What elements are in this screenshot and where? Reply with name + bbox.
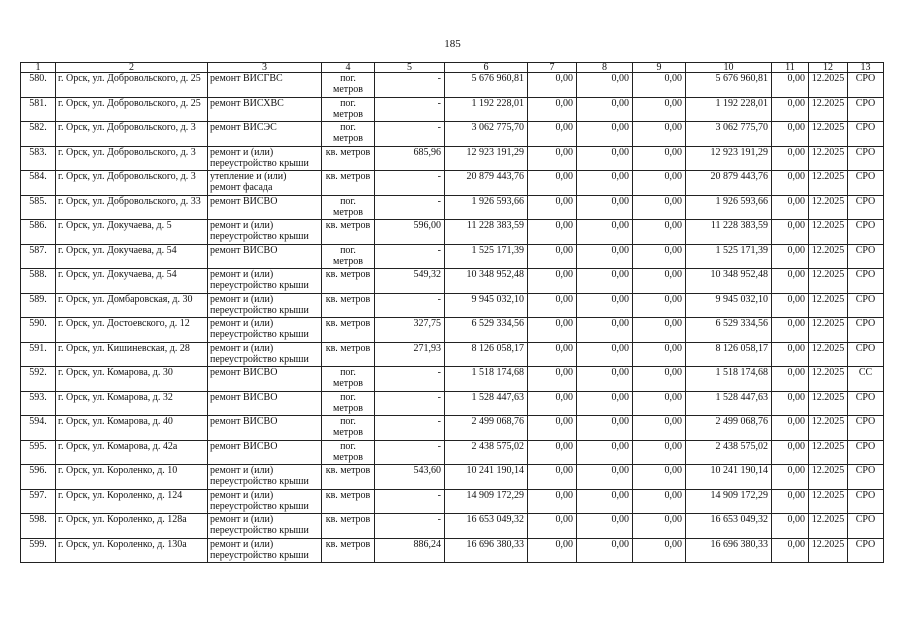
method-cell: СРО: [848, 465, 884, 490]
total-cost-cell: 9 945 032,10: [445, 293, 528, 318]
method-cell: СРО: [848, 342, 884, 367]
cost-col9-cell: 0,00: [633, 122, 686, 147]
cost-col7-cell: 0,00: [528, 244, 577, 269]
cost-col7-cell: 0,00: [528, 440, 577, 465]
address-cell: г. Орск, ул. Комарова, д. 42а: [56, 440, 208, 465]
table-row: [21, 489, 884, 514]
total-cost-cell: 1 926 593,66: [445, 195, 528, 220]
work-type-cell: ремонт ВИСГВС: [208, 73, 322, 98]
cost-col7-cell: 0,00: [528, 269, 577, 294]
cost-col11-cell: 0,00: [772, 244, 809, 269]
row-number: 590.: [21, 318, 56, 343]
cost-col8-cell: 0,00: [577, 195, 633, 220]
work-type-cell: ремонт и (или) переустройство крыши: [208, 514, 322, 539]
deadline-cell: 12.2025: [809, 220, 848, 245]
unit-cell: кв. метров: [322, 465, 375, 490]
total-cost-cell: 3 062 775,70: [445, 122, 528, 147]
address-cell: г. Орск, ул. Короленко, д. 130а: [56, 538, 208, 563]
unit-cell: пог. метров: [322, 244, 375, 269]
unit-cell: кв. метров: [322, 538, 375, 563]
cost-col7-cell: 0,00: [528, 391, 577, 416]
work-type-cell: ремонт и (или) переустройство крыши: [208, 318, 322, 343]
work-type-cell: ремонт и (или) переустройство крыши: [208, 538, 322, 563]
cost-col7-cell: 0,00: [528, 318, 577, 343]
table-row: [21, 416, 884, 441]
cost-col7-cell: 0,00: [528, 538, 577, 563]
area-cell: 549,32: [375, 269, 445, 294]
total-cost-cell: 1 528 447,63: [445, 391, 528, 416]
unit-cell: кв. метров: [322, 318, 375, 343]
table-row: [21, 342, 884, 367]
area-cell: -: [375, 514, 445, 539]
table-row: [21, 73, 884, 98]
deadline-cell: 12.2025: [809, 538, 848, 563]
total-cost-cell: 1 525 171,39: [445, 244, 528, 269]
address-cell: г. Орск, ул. Комарова, д. 40: [56, 416, 208, 441]
cost-col9-cell: 0,00: [633, 440, 686, 465]
cost-col8-cell: 0,00: [577, 465, 633, 490]
area-cell: -: [375, 73, 445, 98]
area-cell: 596,00: [375, 220, 445, 245]
row-number: 597.: [21, 489, 56, 514]
unit-cell: кв. метров: [322, 269, 375, 294]
unit-cell: кв. метров: [322, 220, 375, 245]
cost-col9-cell: 0,00: [633, 195, 686, 220]
column-header-7: 7: [528, 63, 577, 73]
unit-cell: кв. метров: [322, 171, 375, 196]
table-body: [21, 73, 884, 563]
column-header-3: 3: [208, 63, 322, 73]
cost-col11-cell: 0,00: [772, 367, 809, 392]
table-row: [21, 171, 884, 196]
method-cell: СРО: [848, 244, 884, 269]
cost-col10-cell: 11 228 383,59: [686, 220, 772, 245]
total-cost-cell: 11 228 383,59: [445, 220, 528, 245]
method-cell: СРО: [848, 97, 884, 122]
cost-col8-cell: 0,00: [577, 97, 633, 122]
row-number: 599.: [21, 538, 56, 563]
cost-col11-cell: 0,00: [772, 391, 809, 416]
unit-cell: кв. метров: [322, 489, 375, 514]
deadline-cell: 12.2025: [809, 367, 848, 392]
cost-col9-cell: 0,00: [633, 367, 686, 392]
cost-col9-cell: 0,00: [633, 146, 686, 171]
unit-cell: пог. метров: [322, 416, 375, 441]
cost-col8-cell: 0,00: [577, 367, 633, 392]
method-cell: СРО: [848, 416, 884, 441]
row-number: 581.: [21, 97, 56, 122]
address-cell: г. Орск, ул. Достоевского, д. 12: [56, 318, 208, 343]
cost-col9-cell: 0,00: [633, 244, 686, 269]
cost-col10-cell: 16 653 049,32: [686, 514, 772, 539]
column-header-13: 13: [848, 63, 884, 73]
address-cell: г. Орск, ул. Комарова, д. 32: [56, 391, 208, 416]
cost-col8-cell: 0,00: [577, 293, 633, 318]
row-number: 589.: [21, 293, 56, 318]
cost-col8-cell: 0,00: [577, 538, 633, 563]
cost-col11-cell: 0,00: [772, 195, 809, 220]
address-cell: г. Орск, ул. Добровольского, д. 25: [56, 73, 208, 98]
work-type-cell: ремонт ВИСВО: [208, 244, 322, 269]
cost-col10-cell: 10 348 952,48: [686, 269, 772, 294]
row-number: 594.: [21, 416, 56, 441]
row-number: 580.: [21, 73, 56, 98]
address-cell: г. Орск, ул. Короленко, д. 10: [56, 465, 208, 490]
cost-col10-cell: 20 879 443,76: [686, 171, 772, 196]
method-cell: СРО: [848, 73, 884, 98]
cost-col8-cell: 0,00: [577, 146, 633, 171]
deadline-cell: 12.2025: [809, 122, 848, 147]
deadline-cell: 12.2025: [809, 342, 848, 367]
total-cost-cell: 10 348 952,48: [445, 269, 528, 294]
area-cell: -: [375, 244, 445, 269]
cost-col9-cell: 0,00: [633, 416, 686, 441]
address-cell: г. Орск, ул. Добровольского, д. 3: [56, 171, 208, 196]
work-type-cell: ремонт и (или) переустройство крыши: [208, 489, 322, 514]
column-header-11: 11: [772, 63, 809, 73]
work-type-cell: ремонт ВИСХВС: [208, 97, 322, 122]
table-row: [21, 367, 884, 392]
cost-col10-cell: 3 062 775,70: [686, 122, 772, 147]
cost-col11-cell: 0,00: [772, 538, 809, 563]
column-header-5: 5: [375, 63, 445, 73]
deadline-cell: 12.2025: [809, 318, 848, 343]
unit-cell: пог. метров: [322, 122, 375, 147]
cost-col11-cell: 0,00: [772, 97, 809, 122]
table-row: [21, 220, 884, 245]
unit-cell: пог. метров: [322, 195, 375, 220]
table-row: [21, 269, 884, 294]
cost-col9-cell: 0,00: [633, 391, 686, 416]
cost-col7-cell: 0,00: [528, 293, 577, 318]
row-number: 584.: [21, 171, 56, 196]
cost-col11-cell: 0,00: [772, 146, 809, 171]
cost-col11-cell: 0,00: [772, 122, 809, 147]
cost-col11-cell: 0,00: [772, 318, 809, 343]
row-number: 592.: [21, 367, 56, 392]
cost-col7-cell: 0,00: [528, 489, 577, 514]
cost-col11-cell: 0,00: [772, 171, 809, 196]
address-cell: г. Орск, ул. Добровольского, д. 25: [56, 97, 208, 122]
unit-cell: пог. метров: [322, 97, 375, 122]
row-number: 598.: [21, 514, 56, 539]
cost-col8-cell: 0,00: [577, 73, 633, 98]
address-cell: г. Орск, ул. Короленко, д. 128а: [56, 514, 208, 539]
cost-col9-cell: 0,00: [633, 514, 686, 539]
work-type-cell: ремонт ВИСВО: [208, 367, 322, 392]
total-cost-cell: 6 529 334,56: [445, 318, 528, 343]
area-cell: 543,60: [375, 465, 445, 490]
work-type-cell: утепление и (или) ремонт фасада: [208, 171, 322, 196]
area-cell: -: [375, 97, 445, 122]
cost-col9-cell: 0,00: [633, 465, 686, 490]
cost-col10-cell: 16 696 380,33: [686, 538, 772, 563]
row-number: 595.: [21, 440, 56, 465]
row-number: 591.: [21, 342, 56, 367]
method-cell: СРО: [848, 195, 884, 220]
table-row: [21, 440, 884, 465]
work-type-cell: ремонт ВИСВО: [208, 391, 322, 416]
cost-col9-cell: 0,00: [633, 220, 686, 245]
cost-col8-cell: 0,00: [577, 244, 633, 269]
cost-col10-cell: 8 126 058,17: [686, 342, 772, 367]
column-header-6: 6: [445, 63, 528, 73]
total-cost-cell: 16 696 380,33: [445, 538, 528, 563]
cost-col8-cell: 0,00: [577, 416, 633, 441]
total-cost-cell: 14 909 172,29: [445, 489, 528, 514]
table-row: [21, 146, 884, 171]
method-cell: СРО: [848, 538, 884, 563]
table-row: [21, 538, 884, 563]
area-cell: -: [375, 195, 445, 220]
address-cell: г. Орск, ул. Домбаровская, д. 30: [56, 293, 208, 318]
cost-col11-cell: 0,00: [772, 465, 809, 490]
cost-col10-cell: 1 525 171,39: [686, 244, 772, 269]
deadline-cell: 12.2025: [809, 391, 848, 416]
area-cell: -: [375, 416, 445, 441]
method-cell: СРО: [848, 318, 884, 343]
unit-cell: кв. метров: [322, 293, 375, 318]
cost-col10-cell: 10 241 190,14: [686, 465, 772, 490]
column-number-row: [21, 63, 884, 73]
cost-col10-cell: 2 438 575,02: [686, 440, 772, 465]
table-row: [21, 293, 884, 318]
deadline-cell: 12.2025: [809, 269, 848, 294]
area-cell: -: [375, 367, 445, 392]
work-type-cell: ремонт ВИСВО: [208, 195, 322, 220]
table-row: [21, 195, 884, 220]
cost-col11-cell: 0,00: [772, 416, 809, 441]
cost-col10-cell: 1 518 174,68: [686, 367, 772, 392]
area-cell: 685,96: [375, 146, 445, 171]
cost-col7-cell: 0,00: [528, 367, 577, 392]
address-cell: г. Орск, ул. Короленко, д. 124: [56, 489, 208, 514]
cost-col8-cell: 0,00: [577, 269, 633, 294]
cost-col10-cell: 2 499 068,76: [686, 416, 772, 441]
row-number: 588.: [21, 269, 56, 294]
table-row: [21, 244, 884, 269]
row-number: 587.: [21, 244, 56, 269]
area-cell: 327,75: [375, 318, 445, 343]
row-number: 582.: [21, 122, 56, 147]
cost-col10-cell: 1 192 228,01: [686, 97, 772, 122]
row-number: 586.: [21, 220, 56, 245]
cost-col10-cell: 12 923 191,29: [686, 146, 772, 171]
column-header-4: 4: [322, 63, 375, 73]
method-cell: СС: [848, 367, 884, 392]
total-cost-cell: 16 653 049,32: [445, 514, 528, 539]
cost-col11-cell: 0,00: [772, 440, 809, 465]
cost-col10-cell: 6 529 334,56: [686, 318, 772, 343]
unit-cell: пог. метров: [322, 367, 375, 392]
total-cost-cell: 10 241 190,14: [445, 465, 528, 490]
method-cell: СРО: [848, 171, 884, 196]
cost-col7-cell: 0,00: [528, 342, 577, 367]
cost-col11-cell: 0,00: [772, 342, 809, 367]
deadline-cell: 12.2025: [809, 73, 848, 98]
cost-col7-cell: 0,00: [528, 416, 577, 441]
cost-col10-cell: 1 528 447,63: [686, 391, 772, 416]
method-cell: СРО: [848, 514, 884, 539]
area-cell: -: [375, 391, 445, 416]
cost-col8-cell: 0,00: [577, 220, 633, 245]
work-type-cell: ремонт ВИСВО: [208, 440, 322, 465]
cost-col7-cell: 0,00: [528, 514, 577, 539]
area-cell: -: [375, 171, 445, 196]
cost-col11-cell: 0,00: [772, 293, 809, 318]
deadline-cell: 12.2025: [809, 195, 848, 220]
work-type-cell: ремонт ВИСВО: [208, 416, 322, 441]
deadline-cell: 12.2025: [809, 514, 848, 539]
cost-col8-cell: 0,00: [577, 122, 633, 147]
work-type-cell: ремонт и (или) переустройство крыши: [208, 465, 322, 490]
cost-col11-cell: 0,00: [772, 73, 809, 98]
column-header-9: 9: [633, 63, 686, 73]
deadline-cell: 12.2025: [809, 440, 848, 465]
table-row: [21, 465, 884, 490]
method-cell: СРО: [848, 122, 884, 147]
address-cell: г. Орск, ул. Добровольского, д. 3: [56, 146, 208, 171]
area-cell: -: [375, 489, 445, 514]
area-cell: -: [375, 293, 445, 318]
method-cell: СРО: [848, 489, 884, 514]
page-number: 185: [444, 38, 461, 50]
address-cell: г. Орск, ул. Добровольского, д. 3: [56, 122, 208, 147]
cost-col10-cell: 14 909 172,29: [686, 489, 772, 514]
deadline-cell: 12.2025: [809, 293, 848, 318]
method-cell: СРО: [848, 146, 884, 171]
table-row: [21, 391, 884, 416]
table-header: [21, 63, 884, 73]
cost-col9-cell: 0,00: [633, 73, 686, 98]
cost-col8-cell: 0,00: [577, 391, 633, 416]
cost-col7-cell: 0,00: [528, 171, 577, 196]
deadline-cell: 12.2025: [809, 489, 848, 514]
cost-col8-cell: 0,00: [577, 342, 633, 367]
cost-col11-cell: 0,00: [772, 269, 809, 294]
total-cost-cell: 12 923 191,29: [445, 146, 528, 171]
cost-col9-cell: 0,00: [633, 293, 686, 318]
address-cell: г. Орск, ул. Докучаева, д. 54: [56, 269, 208, 294]
deadline-cell: 12.2025: [809, 146, 848, 171]
area-cell: -: [375, 440, 445, 465]
deadline-cell: 12.2025: [809, 171, 848, 196]
area-cell: 886,24: [375, 538, 445, 563]
area-cell: -: [375, 122, 445, 147]
table-row: [21, 122, 884, 147]
cost-col7-cell: 0,00: [528, 220, 577, 245]
cost-col9-cell: 0,00: [633, 489, 686, 514]
total-cost-cell: 1 518 174,68: [445, 367, 528, 392]
method-cell: СРО: [848, 440, 884, 465]
column-header-10: 10: [686, 63, 772, 73]
work-type-cell: ремонт и (или) переустройство крыши: [208, 269, 322, 294]
cost-col10-cell: 9 945 032,10: [686, 293, 772, 318]
column-header-12: 12: [809, 63, 848, 73]
method-cell: СРО: [848, 269, 884, 294]
work-type-cell: ремонт и (или) переустройство крыши: [208, 293, 322, 318]
cost-col9-cell: 0,00: [633, 171, 686, 196]
address-cell: г. Орск, ул. Кишиневская, д. 28: [56, 342, 208, 367]
cost-col7-cell: 0,00: [528, 465, 577, 490]
cost-col9-cell: 0,00: [633, 318, 686, 343]
unit-cell: пог. метров: [322, 391, 375, 416]
row-number: 593.: [21, 391, 56, 416]
total-cost-cell: 2 499 068,76: [445, 416, 528, 441]
cost-col7-cell: 0,00: [528, 146, 577, 171]
deadline-cell: 12.2025: [809, 465, 848, 490]
deadline-cell: 12.2025: [809, 244, 848, 269]
cost-col11-cell: 0,00: [772, 489, 809, 514]
row-number: 583.: [21, 146, 56, 171]
unit-cell: пог. метров: [322, 440, 375, 465]
method-cell: СРО: [848, 293, 884, 318]
unit-cell: кв. метров: [322, 146, 375, 171]
table-row: [21, 318, 884, 343]
cost-col8-cell: 0,00: [577, 489, 633, 514]
column-header-8: 8: [577, 63, 633, 73]
total-cost-cell: 2 438 575,02: [445, 440, 528, 465]
cost-col7-cell: 0,00: [528, 73, 577, 98]
table-row: [21, 97, 884, 122]
row-number: 585.: [21, 195, 56, 220]
deadline-cell: 12.2025: [809, 416, 848, 441]
cost-col10-cell: 1 926 593,66: [686, 195, 772, 220]
unit-cell: пог. метров: [322, 73, 375, 98]
unit-cell: кв. метров: [322, 514, 375, 539]
total-cost-cell: 5 676 960,81: [445, 73, 528, 98]
method-cell: СРО: [848, 391, 884, 416]
cost-col9-cell: 0,00: [633, 538, 686, 563]
cost-col9-cell: 0,00: [633, 342, 686, 367]
cost-col7-cell: 0,00: [528, 195, 577, 220]
cost-col7-cell: 0,00: [528, 122, 577, 147]
work-type-cell: ремонт ВИСЭС: [208, 122, 322, 147]
address-cell: г. Орск, ул. Докучаева, д. 5: [56, 220, 208, 245]
deadline-cell: 12.2025: [809, 97, 848, 122]
work-type-cell: ремонт и (или) переустройство крыши: [208, 220, 322, 245]
total-cost-cell: 1 192 228,01: [445, 97, 528, 122]
work-type-cell: ремонт и (или) переустройство крыши: [208, 342, 322, 367]
unit-cell: кв. метров: [322, 342, 375, 367]
cost-col8-cell: 0,00: [577, 171, 633, 196]
address-cell: г. Орск, ул. Добровольского, д. 33: [56, 195, 208, 220]
cost-col7-cell: 0,00: [528, 97, 577, 122]
cost-col11-cell: 0,00: [772, 220, 809, 245]
table-row: [21, 514, 884, 539]
repair-plan-table: [20, 62, 884, 563]
row-number: 596.: [21, 465, 56, 490]
column-header-2: 2: [56, 63, 208, 73]
cost-col8-cell: 0,00: [577, 440, 633, 465]
total-cost-cell: 20 879 443,76: [445, 171, 528, 196]
cost-col8-cell: 0,00: [577, 318, 633, 343]
method-cell: СРО: [848, 220, 884, 245]
work-type-cell: ремонт и (или) переустройство крыши: [208, 146, 322, 171]
area-cell: 271,93: [375, 342, 445, 367]
cost-col9-cell: 0,00: [633, 269, 686, 294]
address-cell: г. Орск, ул. Комарова, д. 30: [56, 367, 208, 392]
cost-col8-cell: 0,00: [577, 514, 633, 539]
cost-col9-cell: 0,00: [633, 97, 686, 122]
address-cell: г. Орск, ул. Докучаева, д. 54: [56, 244, 208, 269]
column-header-1: 1: [21, 63, 56, 73]
cost-col10-cell: 5 676 960,81: [686, 73, 772, 98]
total-cost-cell: 8 126 058,17: [445, 342, 528, 367]
cost-col11-cell: 0,00: [772, 514, 809, 539]
